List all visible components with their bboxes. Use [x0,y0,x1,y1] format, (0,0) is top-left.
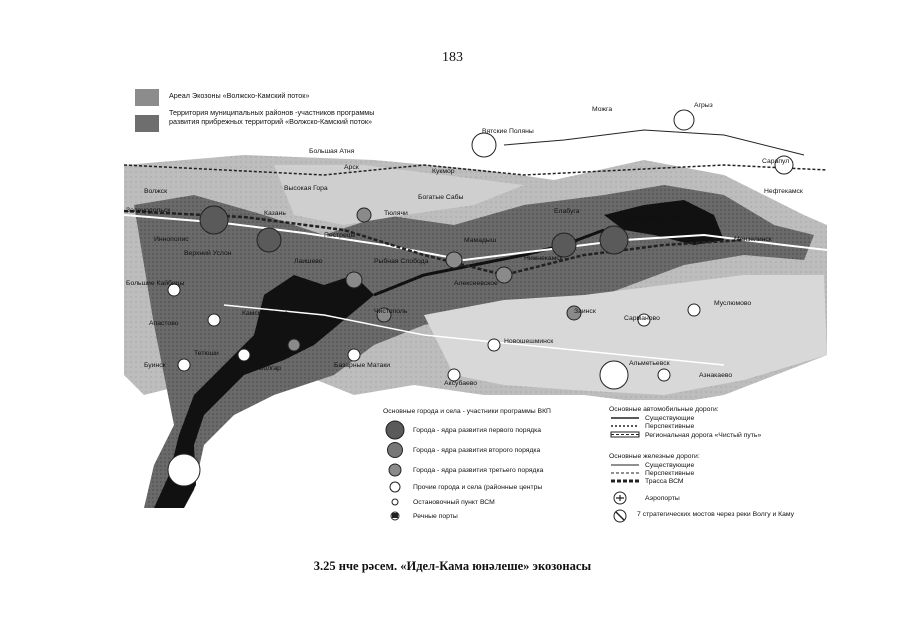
map-label: Вятские Поляны [482,128,534,135]
map-label: Арск [344,164,359,171]
map-label: Мензелинск [734,236,772,243]
map-label: Елабуга [554,208,580,215]
map-label: Мамадыш [464,237,497,244]
legend-label: Ареал Экозоны «Волжско-Камский поток» [169,91,310,100]
map-label: Новошешминск [504,338,554,345]
legend-road-label: Региональная дорога «Чистый путь» [645,432,762,439]
legend-city-label: Города - ядра развития первого порядка [413,427,542,434]
legend-rail-label: Трасса ВСМ [645,478,684,485]
legend-swatch [135,115,159,132]
map-label: Пестрецы [324,232,356,239]
map-label: Агрыз [694,102,713,109]
map-label: Буинск [144,362,166,369]
map-label: Болгар [259,365,281,372]
legend-city-label: Прочие города и села (районные центры [413,484,543,491]
map-label: Нижнекамск [524,255,563,262]
map-label: Богатые Сабы [418,194,464,201]
map-label: Азнакаево [699,372,733,379]
figure-caption: 3.25 нче рәсем. «Идел-Кама юнәлеше» экозонасы [313,559,592,573]
legend-road-label: Существующие [645,415,695,422]
map-label: Набережные Челны [624,215,688,222]
legend-cities-title: Основные города и села - участники программы ВКП [383,408,551,415]
map-label: Лаишево [294,258,323,265]
map-label: Камское Устье [242,310,289,317]
legend-road-symbols [609,414,641,444]
map-label: Рыбная Слобода [374,258,429,265]
map-label: Базарные Матаки [334,362,391,369]
map-label: Верхний Услон [184,250,232,257]
legend-rail-symbols [609,461,641,487]
map-label: Кукмор [432,168,455,175]
map-label: Тетюши [194,350,219,357]
map-label: Зеленодольск [126,207,171,214]
bottom-legend [377,400,832,528]
map-label: Муслюмово [714,300,752,307]
map-label: Сарапул [762,158,790,165]
map-label: Волжск [144,188,168,195]
legend-swatch [135,89,159,106]
map-label: Высокая Гора [284,185,328,192]
legend-city-label: Города - ядра развития второго порядка [413,447,541,454]
map-label: Можга [592,106,613,113]
legend-city-symbols [383,420,407,520]
page-number: 183 [442,50,463,65]
map-label: Апастово [149,320,179,327]
legend-city-label: Города - ядра развития третьего порядка [413,467,544,474]
map-label: Большие Кайбицы [126,280,185,287]
map-label: Чистополь [374,308,408,315]
map-label: Альметьевск [629,360,670,367]
legend-city-label: Остановочный пункт ВСМ [413,499,495,506]
legend-road-label: Перспективные [645,423,695,430]
map-label: Алексеевское [454,280,498,287]
map-label: Заинск [574,308,596,315]
legend-roads-title: Основные автомобильные дороги: [609,406,719,413]
legend-rail-label: Перспективные [645,470,695,477]
legend-airports-label: Аэропорты [645,495,680,502]
map-label: Большая Атня [309,148,355,155]
legend-label: Территория муниципальных районов -участников программы развития прибрежных территорий «Волжско-Камский поток» [169,108,375,126]
legend-rail-label: Существующие [645,462,695,469]
map-label: Нефтекамск [764,188,803,195]
airport-icon [613,491,629,525]
legend-rail-title: Основные железные дороги: [609,453,700,460]
map-label: Аксубаево [444,380,478,387]
legend-bridges-label: 7 стратегических мостов через реки Волгу и Каму [637,511,795,518]
map-label: Иннополис [154,236,189,243]
map-label: Тюлячи [384,210,408,217]
map-label: Сарманово [624,315,660,322]
map-label: Казань [264,210,286,217]
legend-city-label: Речные порты [413,513,458,520]
